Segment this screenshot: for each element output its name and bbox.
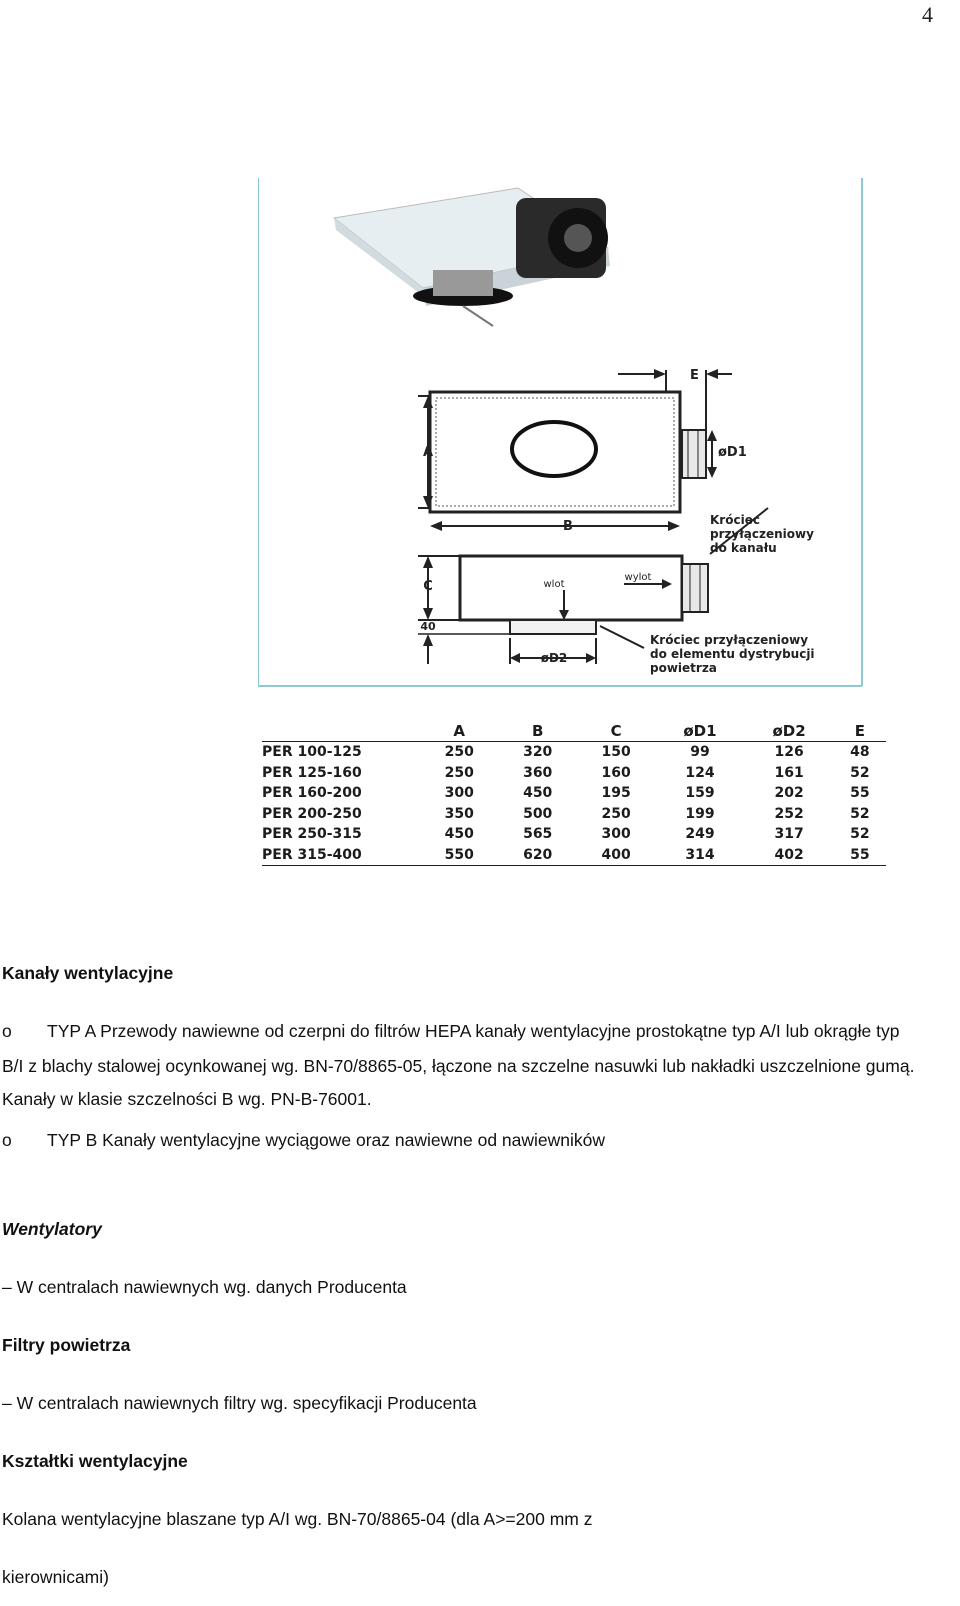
table-cell: 450 — [444, 826, 474, 843]
table-header — [262, 721, 420, 742]
table-cell: 124 — [685, 764, 715, 781]
typA-line2: B/I z blachy stalowej ocynkowanej wg. BN-70/8865-05, łączone na szczelne nasuwki lub nakładki uszczelnione gumą. — [2, 1056, 915, 1076]
table-header-row — [262, 721, 886, 742]
typB-text: TYP B Kanały wentylacyjne wyciągowe oraz nawiewne od nawiewników — [47, 1130, 606, 1150]
table-cell: 250 — [444, 744, 474, 761]
table-cell: PER 125-160 — [262, 764, 362, 781]
table-cell: 620 — [498, 845, 576, 866]
label-b: B — [563, 519, 573, 534]
table-cell: 52 — [850, 764, 870, 781]
table-header: øD1 — [655, 721, 744, 742]
table-header: A — [420, 721, 498, 742]
table-cell: 300 — [601, 826, 631, 843]
label-a: A — [422, 445, 434, 460]
wentylatory-text: – W centralach nawiewnych wg. danych Producenta — [2, 1277, 407, 1297]
table-header: C — [577, 721, 655, 742]
table-cell: PER 160-200 — [262, 785, 362, 802]
note2-line1: Króciec przyłączeniowy — [650, 633, 809, 647]
table-cell: 317 — [774, 826, 804, 843]
heading-ksztaltki: Kształtki wentylacyjne — [2, 1451, 188, 1471]
note1-line3: do kanału — [710, 541, 777, 555]
box-drawing — [258, 178, 886, 698]
table-cell: 161 — [774, 764, 804, 781]
table-cell: 55 — [834, 845, 886, 866]
table-cell: 350 — [444, 805, 474, 822]
heading-filtry: Filtry powietrza — [2, 1335, 131, 1355]
ksztaltki-line1: Kolana wentylacyjne blaszane typ A/I wg. BN-70/8865-04 (dla A>=200 mm z — [2, 1509, 593, 1529]
table-cell: 500 — [523, 805, 553, 822]
label-c: C — [423, 579, 433, 594]
typA-line1: TYP A Przewody nawiewne od czerpni do filtrów HEPA kanały wentylacyjne prostokątne typ A/I lub okrągłe typ — [47, 1021, 900, 1041]
label-d1: øD1 — [718, 445, 747, 460]
table-cell: 55 — [850, 785, 870, 802]
table-header: E — [834, 721, 886, 742]
label-wylot: wylot — [624, 572, 652, 583]
duct-spigot-top — [682, 430, 706, 478]
table-cell: PER 250-315 — [262, 826, 362, 843]
table-cell: 360 — [523, 764, 553, 781]
top-view-box — [430, 392, 680, 512]
table-cell: 314 — [655, 845, 744, 866]
table-cell: 249 — [685, 826, 715, 843]
table-cell: 565 — [523, 826, 553, 843]
table-cell: PER 100-125 — [262, 744, 362, 761]
table-row — [262, 783, 886, 804]
table-cell: 450 — [523, 785, 553, 802]
typA-line3: Kanały w klasie szczelności B wg. PN-B-76001. — [2, 1089, 372, 1109]
table-cell: 250 — [444, 764, 474, 781]
table-cell: 160 — [601, 764, 631, 781]
note1-line1: Króciec — [710, 513, 760, 527]
table-row — [262, 824, 886, 845]
product-photo — [334, 188, 610, 326]
table-cell: 159 — [685, 785, 715, 802]
table-row — [262, 804, 886, 825]
note2-line3: powietrza — [650, 661, 717, 675]
table-cell: 550 — [420, 845, 498, 866]
table-header: øD2 — [745, 721, 834, 742]
table-cell: 52 — [850, 826, 870, 843]
table-cell: PER 315-400 — [262, 845, 420, 866]
ksztaltki-line2: kierownicami) — [2, 1567, 109, 1587]
bullet-marker: o — [2, 1130, 12, 1150]
table-cell: 99 — [690, 744, 710, 761]
dimensions-table — [262, 721, 886, 866]
table-cell: 402 — [745, 845, 834, 866]
table-cell: 195 — [601, 785, 631, 802]
table-cell: 150 — [601, 744, 631, 761]
label-d2: øD2 — [540, 651, 568, 665]
table-cell: 126 — [774, 744, 804, 761]
table-row — [262, 845, 886, 866]
table-cell: 250 — [601, 805, 631, 822]
table-cell: 252 — [774, 805, 804, 822]
table-cell: 52 — [850, 805, 870, 822]
page-number: 4 — [922, 2, 933, 27]
label-e: E — [690, 368, 699, 383]
duct-spigot-side — [682, 564, 708, 612]
note2-line2: do elementu dystrybucji — [650, 647, 815, 661]
table-row — [262, 742, 886, 763]
note1-line2: przyłączeniowy — [710, 527, 814, 541]
table-cell: 48 — [850, 744, 870, 761]
heading-wentylatory: Wentylatory — [2, 1219, 102, 1239]
label-40: 40 — [420, 620, 436, 633]
table-cell: 400 — [577, 845, 655, 866]
label-wlot: wlot — [543, 579, 565, 590]
table-cell: 199 — [685, 805, 715, 822]
table-cell: 202 — [774, 785, 804, 802]
side-view-box — [460, 556, 682, 620]
table-row — [262, 763, 886, 784]
table-cell: PER 200-250 — [262, 805, 362, 822]
table-cell: 320 — [523, 744, 553, 761]
inlet-circle — [512, 422, 596, 476]
table-header: B — [498, 721, 576, 742]
filtry-text: – W centralach nawiewnych filtry wg. specyfikacji Producenta — [2, 1393, 477, 1413]
table-cell: 300 — [444, 785, 474, 802]
bullet-marker: o — [2, 1021, 12, 1041]
heading-kanaly: Kanały wentylacyjne — [2, 963, 174, 983]
bottom-spigot — [510, 620, 596, 634]
